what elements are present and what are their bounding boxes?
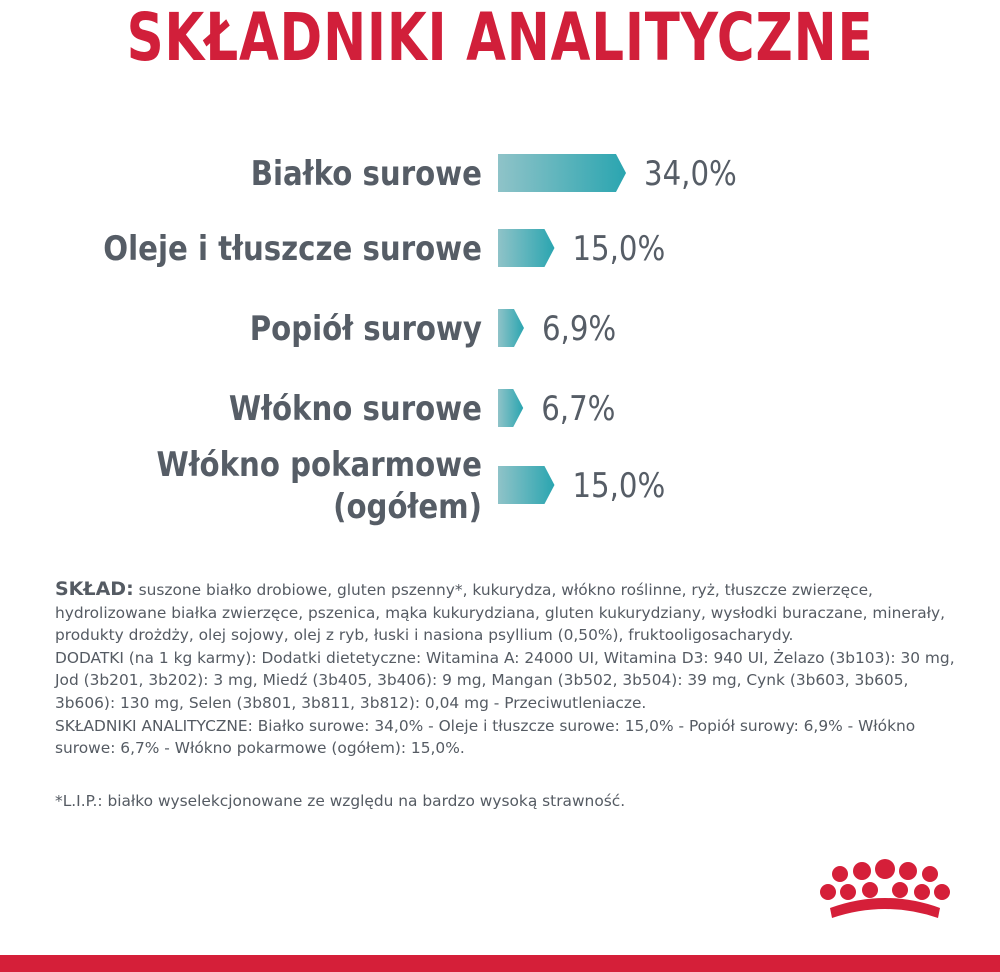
bar-1 xyxy=(498,229,554,267)
composition-heading: SKŁAD: xyxy=(55,578,134,600)
composition-section xyxy=(55,578,955,760)
value-label-2: 6,9% xyxy=(541,309,617,349)
value-label-4: 15,0% xyxy=(572,466,666,506)
additives-text: DODATKI (na 1 kg karmy): Dodatki dietetyczne: Witamina A: 24000 UI, Witamina D3: 940 UI, Żelazo (3b103): 30 mg, Jod (3b201, 3b202): 3 mg, Miedź (3b405, 3b406): 9 mg, Mangan (3b502, 3b504): 39 mg, Cynk (3b603, 3b605, 3b606): 130 mg, Selen (3b801, 3b811, 3b812): 0,04 mg - Przeciwutleniacze. xyxy=(55,648,955,712)
category-label-4: (ogółem) xyxy=(333,487,482,527)
bottom-brand-bar xyxy=(0,955,1000,972)
bar-2 xyxy=(498,309,524,347)
value-label-3: 6,7% xyxy=(541,389,616,429)
category-label-0: Białko surowe xyxy=(250,154,482,194)
footnote: *L.I.P.: białko wyselekcjonowane ze względu na bardzo wysoką strawność. xyxy=(55,792,626,810)
category-label-3: Włókno surowe xyxy=(228,389,482,429)
chart-bars xyxy=(103,154,737,527)
value-label-0: 34,0% xyxy=(644,154,737,194)
bar-4 xyxy=(498,466,554,504)
crown-icon xyxy=(818,858,953,928)
bar-3 xyxy=(498,389,523,427)
bar-0 xyxy=(498,154,626,192)
page-title: SKŁADNIKI ANALITYCZNE xyxy=(126,0,874,76)
analytical-text: SKŁADNIKI ANALITYCZNE: Białko surowe: 34,0% - Oleje i tłuszcze surowe: 15,0% - Popiół surowy: 6,9% - Włókno surowe: 6,7% - Włókno pokarmowe (ogółem): 15,0%. xyxy=(55,716,916,758)
category-label-2: Popiół surowy xyxy=(249,309,482,349)
nutrient-bar-chart xyxy=(0,140,1000,540)
ingredients-text: suszone białko drobiowe, gluten pszenny*, kukurydza, włókno roślinne, ryż, tłuszcze zwierzęce, hydrolizowane białka zwierzęce, pszenica, mąka kukurydziana, gluten kukurydziany, wysłodki buraczane, minerały, produkty drożdży, olej sojowy, olej z ryb, łuski i nasiona psyllium (0,50%), fruktooligosacharydy. xyxy=(55,581,946,645)
category-label-1: Oleje i tłuszcze surowe xyxy=(103,229,482,269)
category-label-4: Włókno pokarmowe xyxy=(156,445,482,485)
composition-ingredients xyxy=(55,578,955,647)
value-label-1: 15,0% xyxy=(572,229,666,269)
